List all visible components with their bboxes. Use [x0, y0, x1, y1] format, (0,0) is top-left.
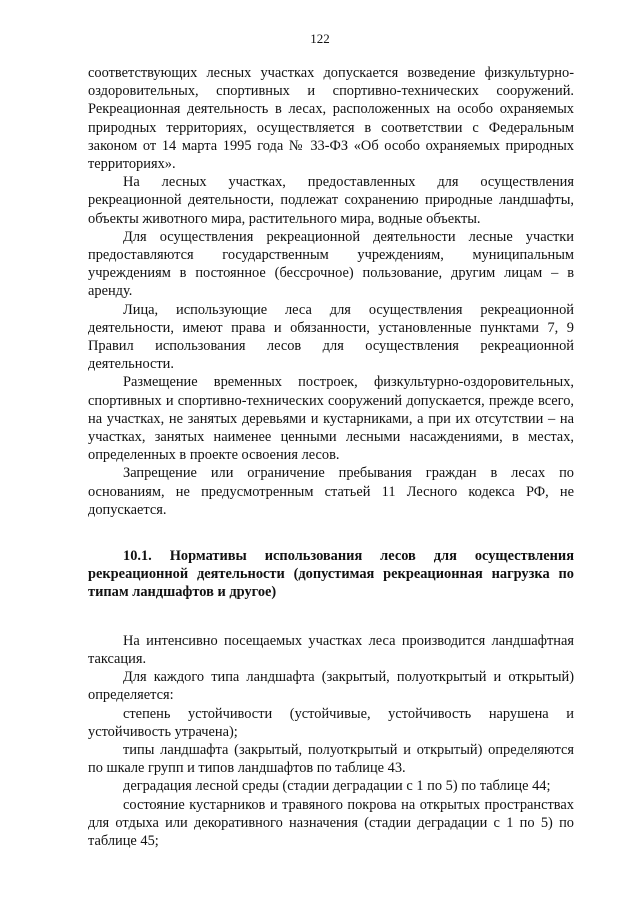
paragraph-access-restriction: Запрещение или ограничение пребывания граждан в лесах по основаниям, не предусмотренным статьей 11 Лесного кодекса РФ, не допускается. [88, 465, 574, 518]
paragraph-rights-obligations: Лица, использующие леса для осуществления рекреационной деятельности, имеют права и обязанности, установленные пунктами 7, 9 Правил использования лесов для осуществления рекреационной деятельности. [88, 301, 574, 373]
paragraph-temporary-buildings: Размещение временных построек, физкультурно-оздоровительных, спортивных и спортивно-технических сооружений допускается, прежде всего, на участках, не занятых деревьями и кустарниками, а при их отсутствии – на участках, занятых наименее ценными лесными насаждениями, в местах, определенных в проекте освоения лесов. [88, 374, 574, 464]
page-number: 122 [310, 31, 330, 46]
paragraph-landscape-taxation: На интенсивно посещаемых участках леса производится ландшафтная таксация. [88, 632, 574, 667]
paragraph-land-provision: Для осуществления рекреационной деятельности лесные участки предоставляются государственным учреждениям, муниципальным учреждениям в постоянное (бессрочное) пользование, другим лицам – в аренду. [88, 228, 574, 300]
section-heading: 10.1. Нормативы использования лесов для осуществления рекреационной деятельности (допустимая рекреационная нагрузка по типам ландшафтов и другое) [88, 548, 574, 601]
paragraph-continuation: соответствующих лесных участках допускается возведение физкультурно-оздоровительных, спортивных и спортивно-технических сооружений. Рекреационная деятельность в лесах, расположенных на особо охраняемых природных территориях, осуществляется в соответствии с Федеральным законом от 14 марта 1995 года № 33-ФЗ «Об особо охраняемых природных территориях». [88, 65, 574, 173]
paragraph-landscape-scale: типы ландшафта (закрытый, полуоткрытый и открытый) определяются по шкале групп и типов ландшафтов по таблице 43. [88, 741, 574, 777]
paragraph-landscape-types: Для каждого типа ландшафта (закрытый, полуоткрытый и открытый) определяется: [88, 669, 574, 704]
paragraph-shrub-state: состояние кустарников и травяного покрова на открытых пространствах для отдыха или декоративного назначения (стадии деградации с 1 по 5) по таблице 45; [88, 796, 574, 849]
document-body [88, 64, 574, 850]
paragraph-forest-degradation: деградация лесной среды (стадии деградации с 1 по 5) по таблице 44; [123, 778, 551, 795]
paragraph-stability-degree: степень устойчивости (устойчивые, устойчивость нарушена и устойчивость утрачена); [88, 705, 574, 740]
paragraph-landscape-preservation: На лесных участках, предоставленных для осуществления рекреационной деятельности, подлежат сохранению природные ландшафты, объекты животного мира, растительного мира, водные объекты. [88, 174, 574, 227]
